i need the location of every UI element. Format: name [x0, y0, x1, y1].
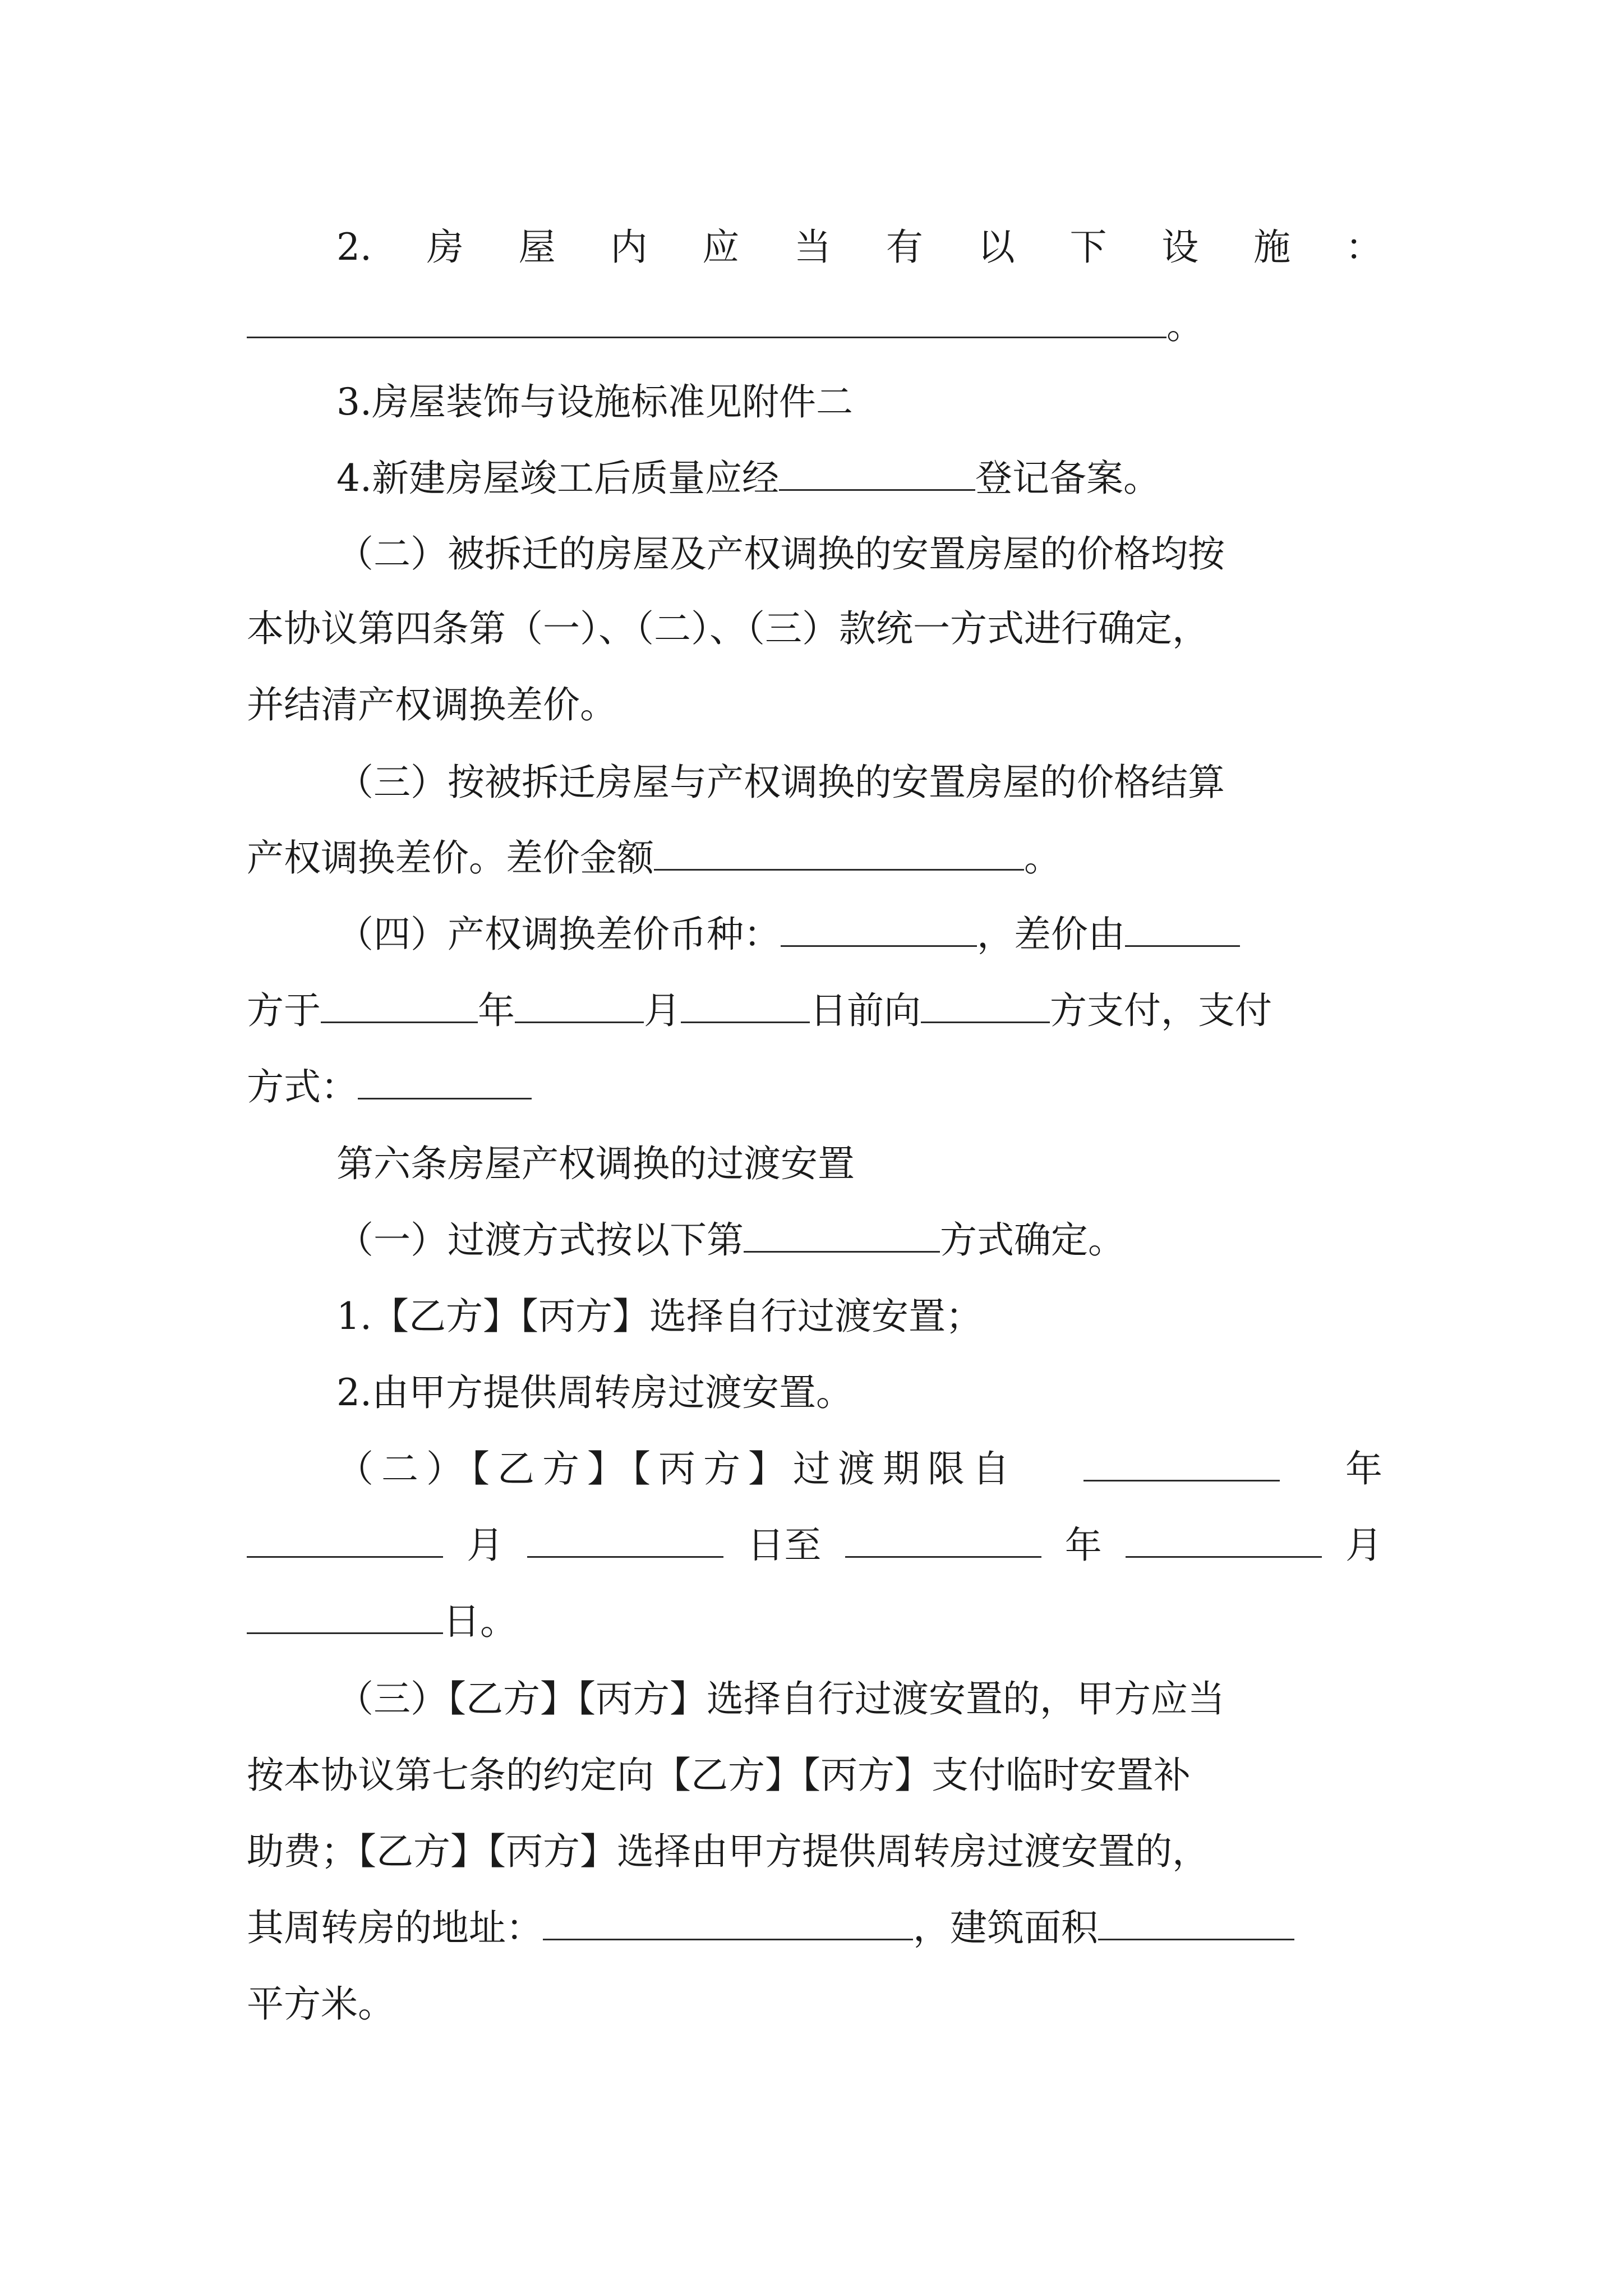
price-difference-label: 产权调换差价。差价金额: [247, 836, 654, 880]
facilities-blank-line: [247, 301, 1382, 351]
paragraph-2-line-1: （二）被拆迁的房屋及产权调换的安置房屋的价格均按: [336, 532, 1225, 576]
char: 内: [610, 226, 648, 269]
text: 方于: [247, 989, 321, 1032]
clause-4-text-end: 登记备案。: [975, 457, 1160, 500]
start-day-blank[interactable]: [527, 1522, 723, 1558]
char: 有: [886, 226, 923, 269]
text: 年: [1345, 1447, 1382, 1490]
text: 月: [1345, 1524, 1382, 1567]
currency-blank[interactable]: [781, 912, 977, 947]
char: ：: [1345, 226, 1382, 269]
text: 年: [478, 989, 515, 1032]
area-blank[interactable]: [1098, 1905, 1294, 1940]
clause-3: 3.房屋装饰与设施标准见附件二: [336, 380, 853, 424]
area-label: ，建筑面积: [913, 1906, 1098, 1949]
text: 年: [1064, 1524, 1102, 1567]
char: 屋: [518, 226, 556, 269]
transition-method-blank[interactable]: [744, 1217, 940, 1253]
text: 日。: [443, 1600, 517, 1643]
start-month-blank[interactable]: [247, 1522, 443, 1558]
period: 。: [1024, 836, 1061, 880]
month-blank[interactable]: [515, 988, 644, 1023]
transition-period-line-1: [336, 1444, 1382, 1494]
clause-4-text: 4.新建房屋竣工后质量应经: [336, 457, 779, 500]
payee-blank[interactable]: [921, 988, 1050, 1023]
period: 。: [1166, 304, 1204, 347]
day-blank[interactable]: [681, 988, 810, 1023]
text: （一）过渡方式按以下第: [336, 1218, 744, 1262]
end-day-blank[interactable]: [247, 1599, 443, 1634]
payment-method-blank[interactable]: [358, 1064, 532, 1099]
clause-2-facilities: [336, 222, 1382, 273]
option-2: 2.由甲方提供周转房过渡安置。: [336, 1371, 853, 1414]
end-month-blank[interactable]: [1126, 1522, 1322, 1558]
char: 下: [1069, 226, 1107, 269]
paragraph-2-line-3: 并结清产权调换差价。: [247, 683, 617, 726]
char: 房: [426, 226, 464, 269]
char: 当: [794, 226, 832, 269]
char: 施: [1253, 226, 1291, 269]
paragraph-3b-line-2: 按本协议第七条的约定向【乙方】【丙方】支付临时安置补: [247, 1754, 1191, 1797]
payer-blank[interactable]: [1125, 912, 1240, 947]
paragraph-4-line-3: [247, 1062, 1382, 1112]
price-difference-amount-blank[interactable]: [654, 835, 1024, 871]
clause-number: 2.: [336, 226, 372, 269]
paragraph-3b-line-5: 平方米。: [247, 1982, 395, 2026]
char: 以: [978, 226, 1015, 269]
end-year-blank[interactable]: [845, 1522, 1041, 1558]
payer-label: ，差价由: [977, 913, 1125, 956]
start-year-blank[interactable]: [1083, 1446, 1280, 1481]
address-blank[interactable]: [543, 1905, 913, 1940]
transition-item-1: [336, 1215, 1382, 1266]
text: 方式确定。: [940, 1218, 1125, 1262]
text: 方支付，支付: [1050, 989, 1272, 1032]
year-blank[interactable]: [321, 988, 478, 1023]
text: 日至: [747, 1524, 822, 1567]
char: 设: [1161, 226, 1199, 269]
transition-period-line-2: [247, 1520, 1382, 1571]
option-1: 1.【乙方】【丙方】选择自行过渡安置；: [336, 1295, 983, 1338]
text: 月: [467, 1524, 504, 1567]
paragraph-3-line-1: （三）按被拆迁房屋与产权调换的安置房屋的价格结算: [336, 761, 1225, 804]
paragraph-3b-line-1: （三）【乙方】【丙方】选择自行过渡安置的，甲方应当: [336, 1677, 1225, 1720]
currency-label: （四）产权调换差价币种：: [336, 913, 781, 956]
text: 日前向: [810, 989, 921, 1032]
paragraph-2-line-2: 本协议第四条第（一）、（二）、（三）款统一方式进行确定，: [247, 607, 1209, 650]
registration-authority-blank[interactable]: [779, 455, 975, 491]
text: 月: [644, 989, 681, 1032]
paragraph-4-line-1: [336, 909, 1382, 960]
paragraph-4-line-2: [247, 986, 1382, 1036]
transition-period-line-3: [247, 1596, 1382, 1647]
text: （二）【乙方】【丙方】过渡期限自: [336, 1447, 1017, 1490]
paragraph-3b-line-4: [247, 1903, 1382, 1953]
paragraph-3-line-2: [247, 833, 1382, 884]
clause-4: [336, 453, 1382, 504]
facilities-blank[interactable]: [247, 303, 1166, 338]
address-label: 其周转房的地址：: [247, 1906, 543, 1949]
paragraph-3b-line-3: 助费；【乙方】【丙方】选择由甲方提供周转房过渡安置的，: [247, 1830, 1209, 1873]
payment-method-label: 方式：: [247, 1065, 358, 1108]
article-6-heading: 第六条房屋产权调换的过渡安置: [336, 1142, 855, 1185]
char: 应: [702, 226, 740, 269]
